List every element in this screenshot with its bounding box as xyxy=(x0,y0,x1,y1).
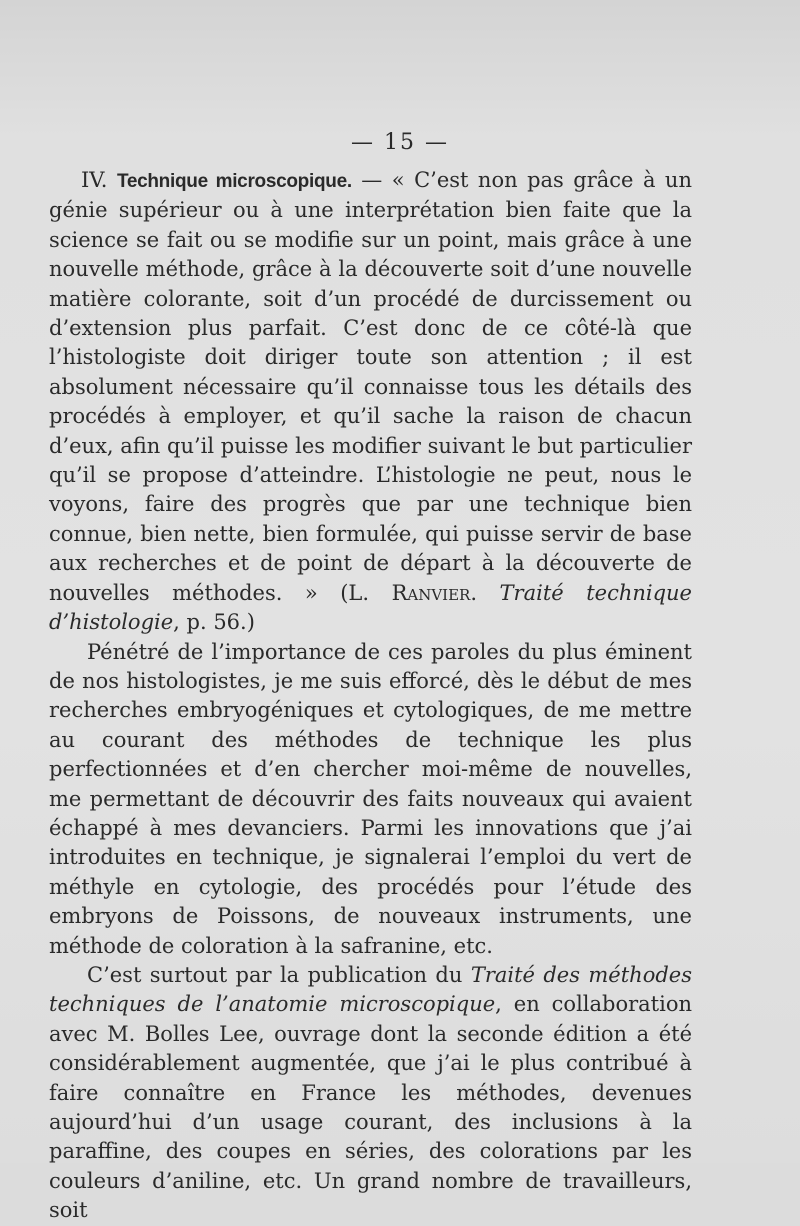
quote-source-title: Traité technique d’histologie xyxy=(49,580,692,635)
paragraph-traite-start: C’est surtout par la publication du xyxy=(87,962,463,987)
quotation-text: — « C’est non pas grâce à un génie supérieur ou à une interprétation bien faite que la science se fait ou se modifie sur un point, mais grâce à une nouvelle méthode, grâce à la découverte soit d’une nouvelle matière colorante, soit d’un procédé de durcissement ou d’extension plus parfait. C’est donc de ce côté-là que l’histologiste doit diriger toute son attention ; il est absolument nécessaire qu’il connaisse tous les détails des procédés à employer, et qu’il sache la raison de chacun d’eux, afin qu’il puisse les modifier suivant le but particulier qu’il se propose d’atteindre. L’histologie ne peut, nous le voyons, faire des progrès que par une technique bien connue, bien nette, bien formulée, qui puisse servir de base aux recherches et de point de départ à la découverte de nouvelles méthodes. » (L. xyxy=(49,168,692,605)
body-text xyxy=(49,166,692,1226)
paragraph-technique xyxy=(49,166,692,638)
traite-title: Traité des méthodes techniques de l’anatomie microscopique xyxy=(49,962,692,1017)
page-number: — 15 — xyxy=(351,130,449,155)
paragraph-traite-text: , en collaboration avec M. Bolles Lee, ouvrage dont la seconde édition a été considérablement augmentée, que j’ai le plus contribué à faire connaître en France les méthodes, devenues aujourd’hui d’un usage courant, des inclusions à la paraffine, des coupes en séries, des colorations par les couleurs d’aniline, etc. Un grand nombre de travailleurs, soit xyxy=(49,992,692,1223)
paragraph-traite xyxy=(49,961,692,1226)
quote-citation-end: , p. 56.) xyxy=(173,610,255,635)
paragraph-methods: Pénétré de l’importance de ces paroles du plus éminent de nos histologistes, je me suis efforcé, dès le début de mes recherches embryogéniques et cytologiques, de me mettre au courant des méthodes de technique les plus perfectionnées et d’en chercher moi-même de nouvelles, me permettant de découvrir des faits nouveaux qui avaient échappé à mes devanciers. Parmi les innovations que j’ai introduites en technique, je signalerai l’emploi du vert de méthyle en cytologie, des procédés pour l’étude des embryons de Poissons, de nouveaux instruments, une méthode de coloration à la safranine, etc. xyxy=(49,639,692,958)
quote-author: Ranvier. xyxy=(391,580,478,605)
section-number: IV. xyxy=(81,168,108,192)
section-heading: Technique microscopique. xyxy=(116,171,352,192)
